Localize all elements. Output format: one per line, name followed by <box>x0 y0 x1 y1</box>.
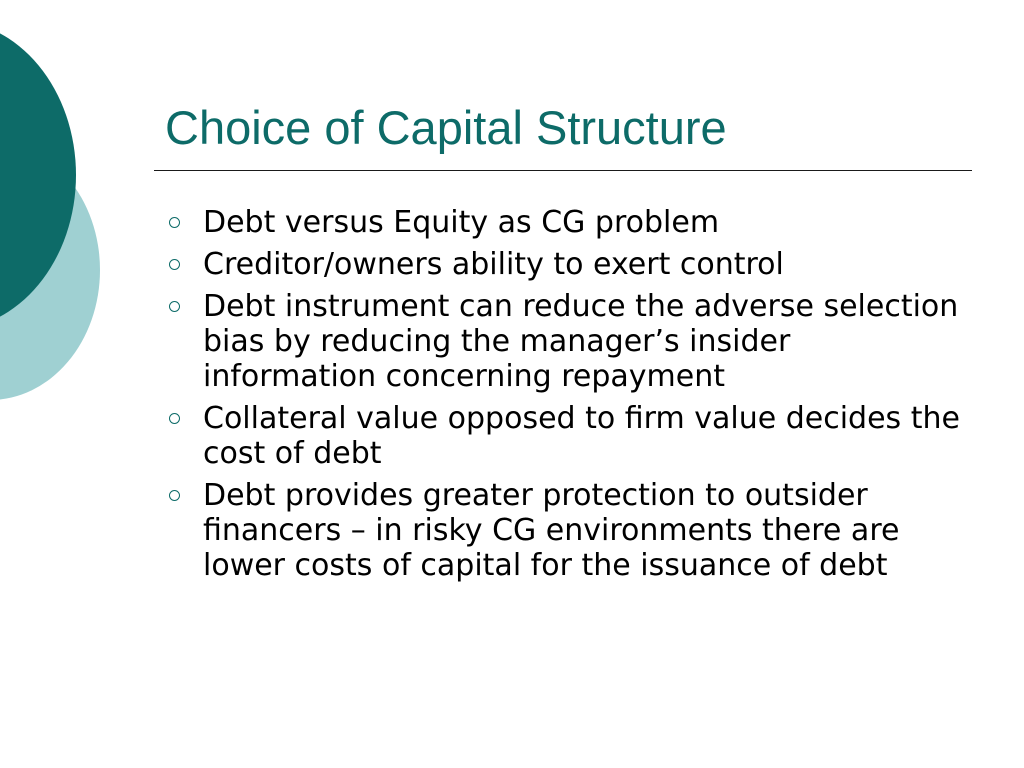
hollow-circle-bullet-icon <box>169 301 180 312</box>
bullet-text: Debt instrument can reduce the adverse selection bias by reducing the manager’s insider information concerning repayment <box>203 289 959 394</box>
hollow-circle-bullet-icon <box>169 413 180 424</box>
bullet-item <box>165 289 965 394</box>
bullet-item <box>165 478 965 583</box>
slide-title: Choice of Capital Structure <box>165 101 727 154</box>
bullet-text: Collateral value opposed to firm value decides the cost of debt <box>203 401 960 471</box>
bullet-text: Debt versus Equity as CG problem <box>203 205 720 240</box>
hollow-circle-bullet-icon <box>169 259 180 270</box>
bullet-item <box>165 401 965 471</box>
hollow-circle-bullet-icon <box>169 490 180 501</box>
bullet-item <box>165 205 965 240</box>
bullet-text: Creditor/owners ability to exert control <box>203 247 784 282</box>
bullet-item <box>165 247 965 282</box>
title-divider <box>154 170 972 171</box>
bullet-list <box>165 205 965 590</box>
hollow-circle-bullet-icon <box>169 217 180 228</box>
bullet-text: Debt provides greater protection to outsider financers – in risky CG environments there are lower costs of capital for the issuance of debt <box>203 478 900 583</box>
